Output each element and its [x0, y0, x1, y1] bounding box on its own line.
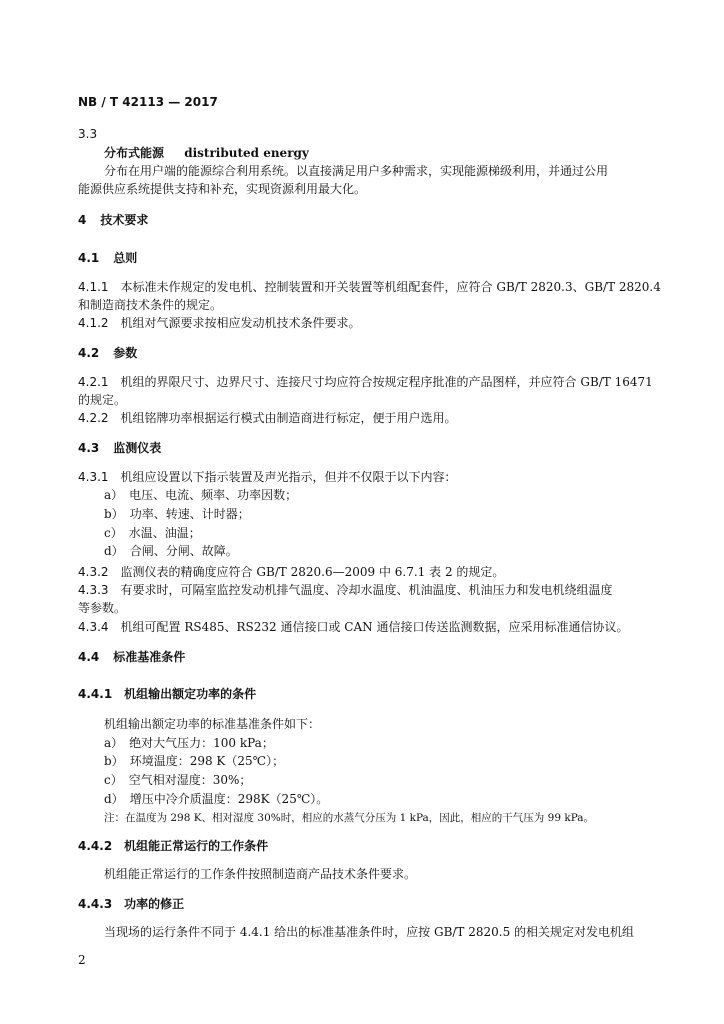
section-4-2-number: 4.2	[78, 346, 100, 360]
standard-code: NB / T 42113 — 2017	[78, 95, 218, 109]
list-marker: d）	[104, 544, 124, 558]
clause-4-3-2	[78, 564, 504, 580]
clause-4-1-1-text: 本标准未作规定的发电机、控制装置和开关装置等机组配套件，应符合 GB/T 2820.3、GB/T 2820.4	[120, 280, 661, 294]
section-4-number: 4	[78, 213, 87, 227]
list-item	[104, 506, 250, 522]
list-item	[104, 791, 328, 807]
clause-4-2-1-text: 机组的界限尺寸、边界尺寸、连接尺寸均应符合按规定程序批准的产品图样，并应符合 GB/T 16471	[120, 375, 653, 389]
list-item	[104, 772, 251, 788]
section-4-4-3-text: 当现场的运行条件不同于 4.4.1 给出的标准基准条件时，应按 GB/T 2820.5 的相关规定对发电机组	[104, 925, 635, 939]
clause-4-1-1-line-2: 和制造商技术条件的规定。	[78, 298, 223, 312]
section-4-4-3-number: 4.4.3	[78, 897, 113, 911]
clause-4-1-2	[78, 315, 361, 331]
list-item-text: 功率、转速、计时器；	[129, 507, 250, 521]
clause-4-3-1-number: 4.3.1	[78, 470, 109, 484]
section-4-4-title: 标准基准条件	[113, 650, 186, 664]
section-4-4-2-number: 4.4.2	[78, 839, 113, 853]
list-item-text: 环境温度：298 K（25℃）；	[129, 754, 285, 768]
list-item-text: 绝对大气压力：100 kPa；	[129, 736, 274, 750]
section-4-1-title: 总则	[113, 251, 138, 265]
list-item	[104, 525, 201, 541]
section-4-4-1-heading	[78, 686, 256, 702]
section-4-1-heading	[78, 250, 137, 266]
clause-4-2-1-number: 4.2.1	[78, 375, 109, 389]
term-chinese: 分布式能源	[104, 146, 165, 160]
clause-4-3-3-line-2: 等参数。	[78, 601, 127, 615]
clause-4-2-2	[78, 410, 457, 426]
list-marker: b）	[104, 507, 124, 521]
section-4-3-title: 监测仪表	[113, 441, 162, 455]
list-marker: a）	[104, 488, 124, 502]
list-item-text: 电压、电流、频率、功率因数；	[129, 488, 298, 502]
clause-4-3-4	[78, 619, 628, 635]
note: 注：在温度为 298 K、相对湿度 30%时，相应的水蒸气分压为 1 kPa，因此，相应的干气压为 99 kPa。	[104, 812, 595, 824]
page-number: 2	[78, 953, 86, 967]
clause-4-1-2-text: 机组对气源要求按相应发动机技术条件要求。	[120, 316, 361, 330]
section-4-title: 技术要求	[100, 213, 149, 227]
section-4-2-heading	[78, 345, 137, 361]
clause-4-3-4-text: 机组可配置 RS485、RS232 通信接口或 CAN 通信接口传送监测数据，应采用标准通信协议。	[120, 620, 629, 634]
list-marker: c）	[104, 526, 123, 540]
term-english: distributed energy	[184, 146, 309, 160]
clause-4-2-1-line-1	[78, 374, 653, 390]
clause-4-2-1-line-2: 的规定。	[78, 393, 127, 407]
clause-4-3-2-number: 4.3.2	[78, 565, 109, 579]
clause-4-3-1	[78, 469, 457, 485]
section-4-4-number: 4.4	[78, 650, 100, 664]
section-4-4-2-text: 机组能正常运行的工作条件按照制造商产品技术条件要求。	[104, 867, 417, 881]
list-item	[104, 543, 238, 559]
section-4-4-2-title: 机组能正常运行的工作条件	[124, 839, 269, 853]
section-4-3-number: 4.3	[78, 441, 100, 455]
clause-4-1-1-line-1	[78, 279, 661, 295]
term-heading	[104, 145, 309, 161]
section-4-1-number: 4.1	[78, 251, 100, 265]
list-item-text: 增压中冷介质温度：298K（25℃）。	[129, 792, 329, 806]
section-4-4-3-title: 功率的修正	[124, 897, 185, 911]
list-marker: b）	[104, 754, 124, 768]
list-item-text: 空气相对湿度：30%；	[128, 773, 252, 787]
list-item	[104, 753, 284, 769]
clause-4-2-2-number: 4.2.2	[78, 411, 109, 425]
section-4-4-1-intro: 机组输出额定功率的标准基准条件如下：	[104, 717, 321, 731]
clause-4-3-1-text: 机组应设置以下指示装置及声光指示，但并不仅限于以下内容：	[120, 470, 457, 484]
term-definition-line-2: 能源供应系统提供支持和补充，实现资源利用最大化。	[78, 182, 367, 196]
section-4-4-1-number: 4.4.1	[78, 687, 113, 701]
list-item	[104, 487, 297, 503]
clause-4-3-2-text: 监测仪表的精确度应符合 GB/T 2820.6—2009 中 6.7.1 表 2 的规定。	[120, 565, 505, 579]
section-4-3-heading	[78, 440, 161, 456]
section-4-4-3-heading	[78, 896, 184, 912]
clause-4-3-3-text: 有要求时，可隔室监控发动机排气温度、冷却水温度、机油温度、机油压力和发电机绕组温度	[120, 583, 613, 597]
clause-4-3-3-line-1	[78, 582, 613, 598]
list-item-text: 水温、油温；	[128, 526, 201, 540]
list-item-text: 合闸、分闸、故障。	[129, 544, 238, 558]
section-4-heading	[78, 212, 148, 228]
list-marker: a）	[104, 736, 124, 750]
list-marker: c）	[104, 773, 123, 787]
clause-4-1-2-number: 4.1.2	[78, 316, 109, 330]
section-4-4-1-title: 机组输出额定功率的条件	[124, 687, 257, 701]
section-4-4-heading	[78, 649, 185, 665]
section-4-2-title: 参数	[113, 346, 138, 360]
term-definition-line-1: 分布在用户端的能源综合利用系统。以直接满足用户多种需求，实现能源梯级利用，并通过公用	[104, 164, 609, 178]
clause-4-1-1-number: 4.1.1	[78, 280, 109, 294]
clause-4-2-2-text: 机组铭牌功率根据运行模式由制造商进行标定，便于用户选用。	[120, 411, 457, 425]
list-marker: d）	[104, 792, 124, 806]
clause-4-3-3-number: 4.3.3	[78, 583, 109, 597]
clause-4-3-4-number: 4.3.4	[78, 620, 109, 634]
clause-3-3-number: 3.3	[78, 127, 98, 141]
section-4-4-2-heading	[78, 838, 268, 854]
list-item	[104, 735, 274, 751]
